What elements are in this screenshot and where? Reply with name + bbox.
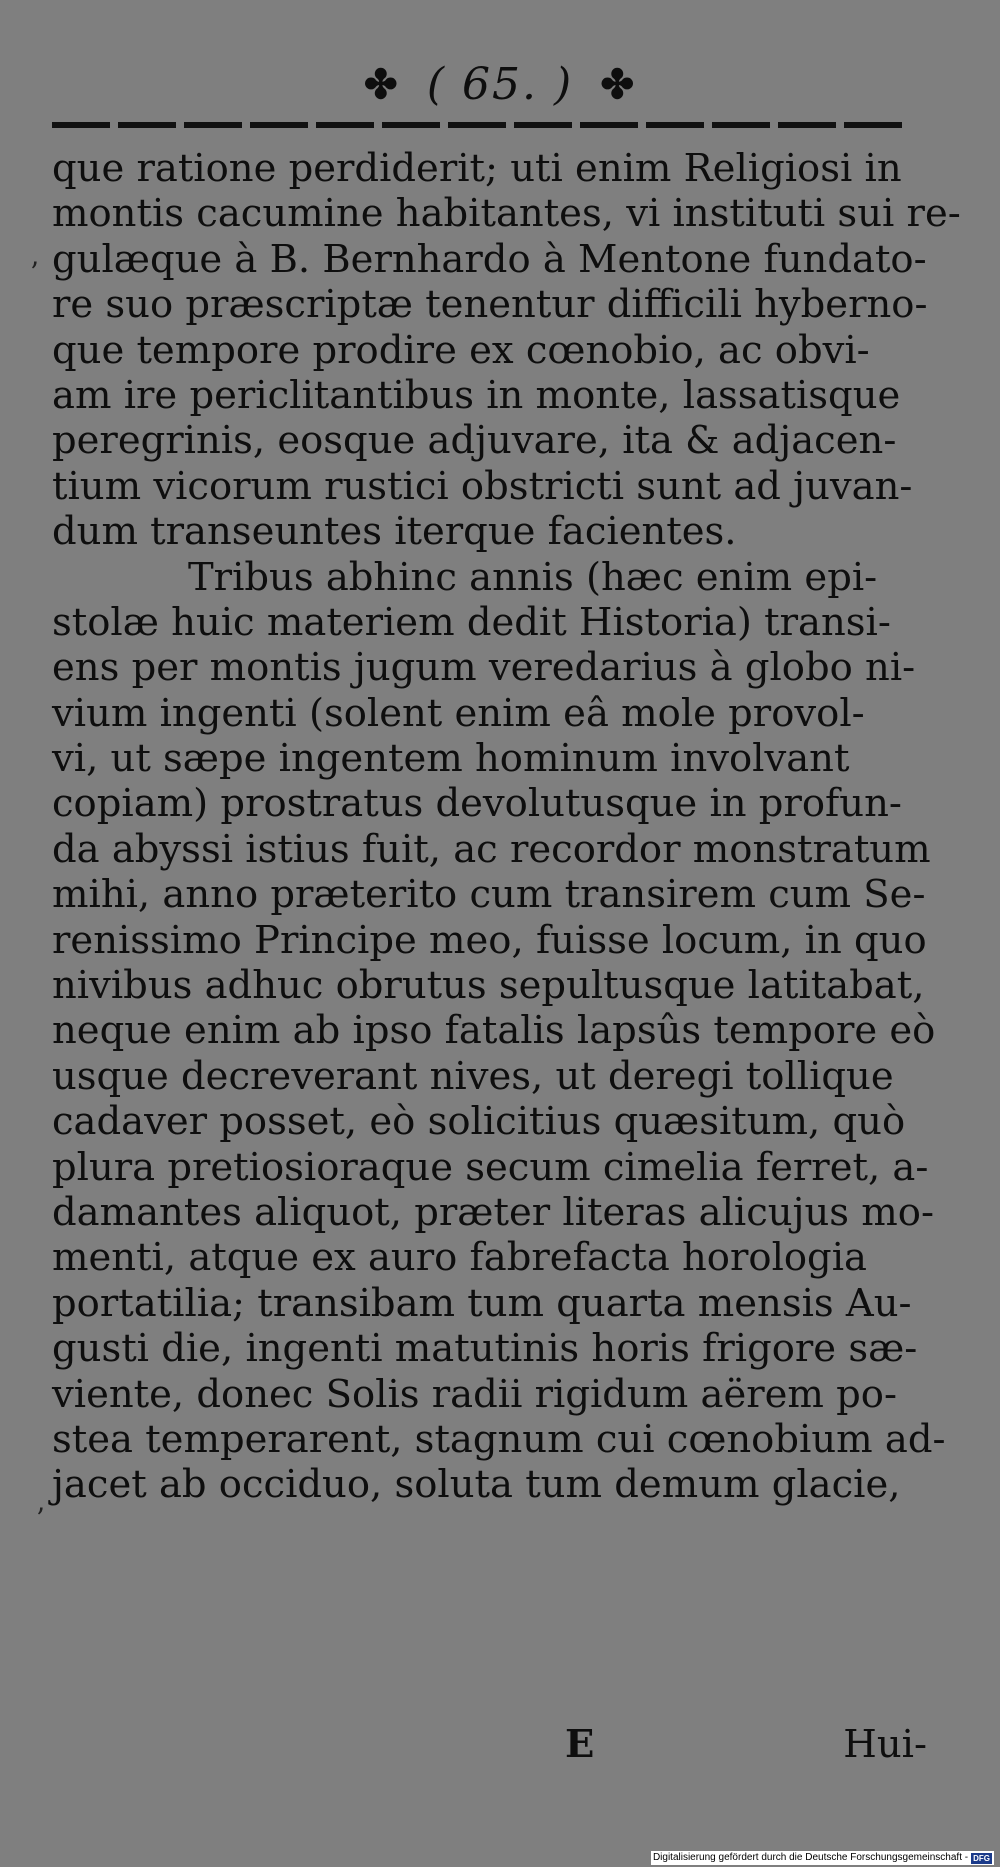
- text-line: vium ingenti (solent enim eâ mole provol-: [52, 690, 865, 736]
- ornament-right-icon: ✤: [600, 60, 636, 108]
- page-number: ( 65. ): [426, 58, 574, 110]
- ornament-left-icon: ✤: [364, 60, 400, 108]
- text-line: mihi, anno præterito cum transirem cum Se-: [52, 872, 926, 918]
- text-line: usque decreverant nives, ut deregi tollique: [52, 1053, 894, 1099]
- text-line: viente, donec Solis radii rigidum aërem po-: [52, 1371, 897, 1417]
- header-rule: [52, 122, 908, 128]
- digitization-credit: [651, 1851, 994, 1865]
- text-line: peregrinis, eosque adjuvare, ita & adjacen-: [52, 418, 897, 464]
- text-line: cadaver posset, eò solicitius quæsitum, quò: [52, 1099, 906, 1145]
- catchword: Hui-: [843, 1722, 927, 1767]
- text-line: tium vicorum rustici obstricti sunt ad juvan-: [52, 463, 913, 509]
- text-line: da abyssi istius fuit, ac recordor monstratum: [52, 826, 931, 872]
- text-line: damantes aliquot, præter literas alicujus mo-: [52, 1189, 934, 1235]
- body-text: [52, 146, 961, 1508]
- text-line: stolæ huic materiem dedit Historia) transi-: [52, 599, 891, 645]
- text-line: gulæque à B. Bernhardo à Mentone fundato-: [52, 236, 927, 282]
- text-line: menti, atque ex auro fabrefacta horologia: [52, 1235, 867, 1281]
- text-line: que ratione perdiderit; uti enim Religiosi in: [52, 146, 902, 191]
- margin-mark: ’: [36, 1502, 45, 1535]
- text-line: nivibus adhuc obrutus sepultusque latitabat,: [52, 963, 925, 1009]
- paragraph-start-line: Tribus abhinc annis (hæc enim epi-: [188, 554, 878, 600]
- text-line: portatilia; transibam tum quarta mensis Au-: [52, 1280, 912, 1326]
- credit-text: Digitalisierung gefördert durch die Deutsche Forschungsgemeinschaft -: [652, 1852, 969, 1863]
- text-line: renissimo Principe meo, fuisse locum, in quo: [52, 917, 927, 963]
- text-line: jacet ab occiduo, soluta tum demum glacie,: [52, 1462, 901, 1508]
- text-line: que tempore prodire ex cœnobio, ac obvi-: [52, 327, 870, 373]
- dfg-logo-icon: DFG: [973, 1853, 990, 1863]
- margin-mark: ’: [30, 256, 39, 289]
- text-line: copiam) prostratus devolutusque in profun-: [52, 781, 902, 827]
- text-line: gusti die, ingenti matutinis horis frigore sæ-: [52, 1326, 918, 1372]
- page-header: [0, 52, 1000, 112]
- text-line: ens per montis jugum veredarius à globo ni-: [52, 645, 916, 691]
- signature-mark: E: [565, 1722, 595, 1767]
- text-line: montis cacumine habitantes, vi instituti sui re-: [52, 191, 961, 237]
- text-line: plura pretiosioraque secum cimelia ferret, a-: [52, 1144, 929, 1190]
- text-line: stea temperarent, stagnum cui cœnobium ad-: [52, 1416, 946, 1462]
- page-footer: [52, 1722, 927, 1767]
- text-line: dum transeuntes iterque facientes.: [52, 509, 737, 555]
- text-line: am ire periclitantibus in monte, lassatisque: [52, 372, 901, 418]
- text-line: re suo præscriptæ tenentur difficili hyberno-: [52, 282, 928, 328]
- text-line: neque enim ab ipso fatalis lapsûs tempore eò: [52, 1008, 936, 1054]
- text-line: vi, ut sæpe ingentem hominum involvant: [52, 736, 850, 782]
